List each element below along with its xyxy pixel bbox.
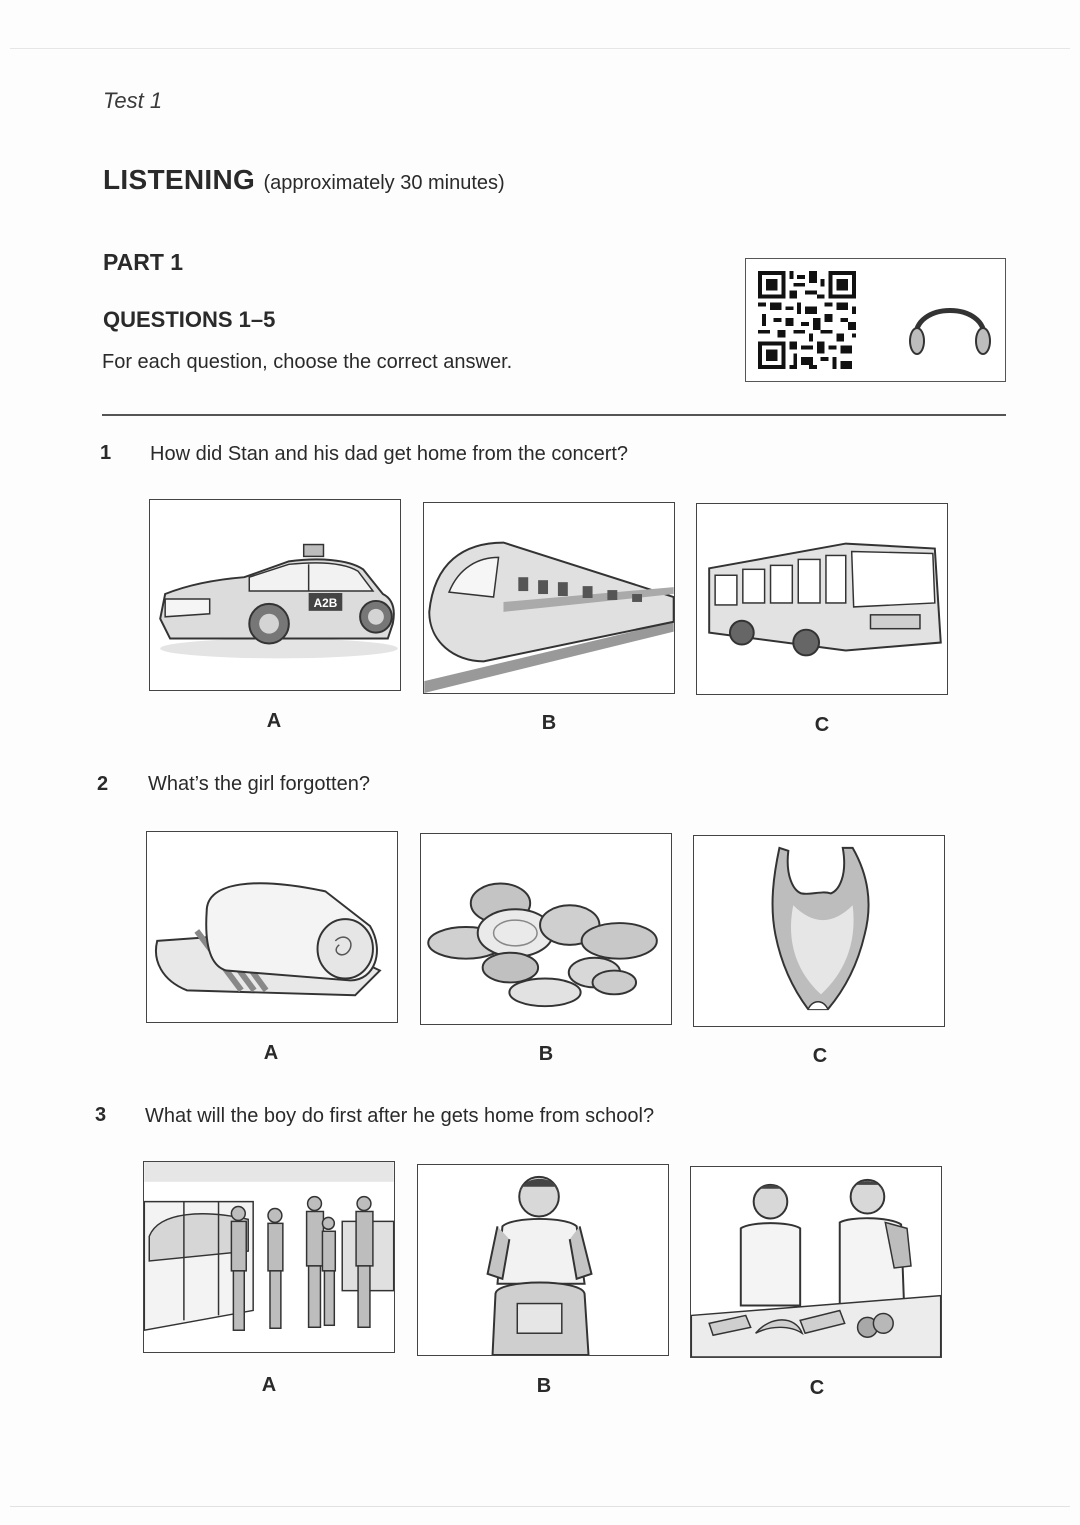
- q2-option-b-letter: B: [538, 1043, 554, 1065]
- q2-option-a-letter: A: [263, 1042, 279, 1064]
- q2-option-b-image[interactable]: [420, 833, 672, 1025]
- question-3-text: What will the boy do first after he gets home from school?: [145, 1105, 655, 1127]
- q1-option-c-letter: C: [814, 714, 830, 736]
- section-title-main: LISTENING: [103, 164, 256, 195]
- taxi-illustration: [150, 500, 400, 690]
- swimsuit-illustration: [694, 836, 944, 1026]
- page-edge-bottom: [10, 1506, 1070, 1507]
- q3-option-a-letter: A: [261, 1374, 277, 1396]
- question-2-text: What’s the girl forgotten?: [148, 773, 370, 795]
- part-label: PART 1: [103, 249, 184, 275]
- q3-option-b-image[interactable]: [417, 1164, 669, 1356]
- instruction-text: For each question, choose the correct answer.: [102, 351, 513, 373]
- section-divider: [102, 414, 1006, 416]
- boy-with-bag-illustration: [418, 1165, 668, 1355]
- towel-illustration: [147, 832, 397, 1022]
- q2-option-c-image[interactable]: [693, 835, 945, 1027]
- q2-option-c-letter: C: [812, 1045, 828, 1067]
- station-queue-illustration: [144, 1162, 394, 1352]
- page-edge-top: [10, 48, 1070, 49]
- q3-option-b-letter: B: [536, 1375, 552, 1397]
- question-2-number: 2: [97, 773, 109, 795]
- question-1-text: How did Stan and his dad get home from the concert?: [150, 443, 629, 465]
- q3-option-a-image[interactable]: [143, 1161, 395, 1353]
- q3-option-c-letter: C: [809, 1377, 825, 1399]
- taxi-plate-text: A2B: [313, 595, 338, 610]
- bus-illustration: [697, 504, 947, 694]
- q1-option-c-image[interactable]: [696, 503, 948, 695]
- q1-option-b-letter: B: [541, 712, 557, 734]
- test-label: Test 1: [103, 88, 163, 113]
- section-title: [103, 164, 505, 196]
- section-duration: (approximately 30 minutes): [263, 172, 505, 194]
- q1-option-a-letter: A: [266, 710, 282, 732]
- question-1-number: 1: [100, 442, 112, 464]
- q3-option-c-image[interactable]: [690, 1166, 942, 1358]
- audio-box: [745, 258, 1006, 382]
- train-illustration: [424, 503, 674, 693]
- q1-option-b-image[interactable]: [423, 502, 675, 694]
- qr-code-icon[interactable]: [758, 271, 856, 369]
- q2-option-a-image[interactable]: [146, 831, 398, 1023]
- headphones-icon: [904, 281, 996, 361]
- coins-illustration: [421, 834, 671, 1024]
- questions-label: QUESTIONS 1–5: [103, 307, 276, 332]
- q1-option-a-image[interactable]: [149, 499, 401, 691]
- sandwiches-illustration: [691, 1167, 941, 1357]
- question-3-number: 3: [95, 1104, 107, 1126]
